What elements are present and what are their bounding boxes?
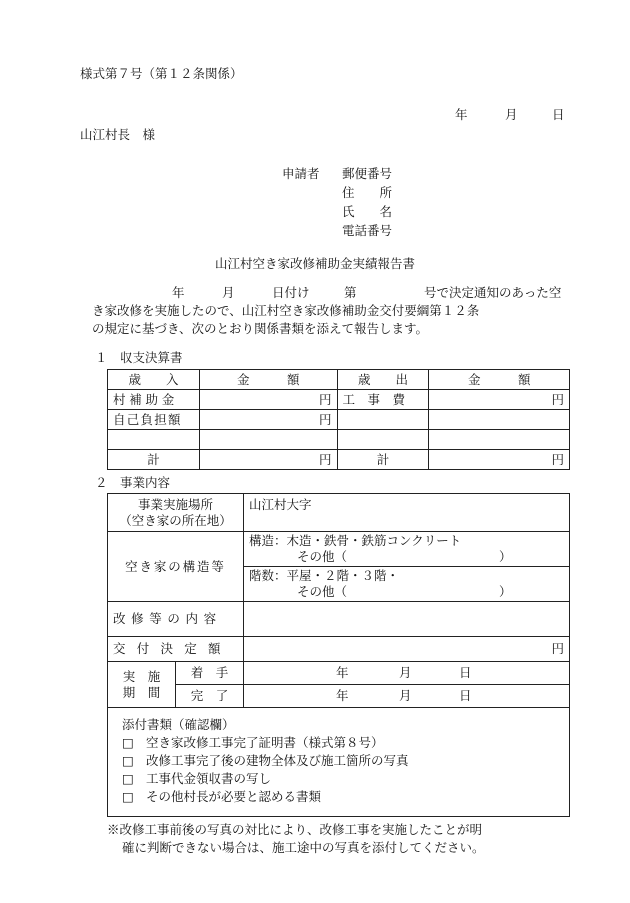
expense-amount: 円 <box>429 390 570 410</box>
location-label: 事業実施場所 <box>137 496 213 512</box>
body-year: 年 <box>172 285 185 300</box>
floors-other-line <box>249 584 564 600</box>
expense-total-label: 計 <box>337 450 429 470</box>
revenue-amount: 円 <box>199 390 337 410</box>
period-label-2: 期 間 <box>122 684 161 700</box>
body-no-prefix: 第 <box>344 285 357 300</box>
applicant-label: 申請者 <box>282 166 320 181</box>
structure-label: 空き家の構造等 <box>108 532 244 602</box>
table-header-row <box>108 370 570 390</box>
table-row <box>108 410 570 430</box>
start-day: 日 <box>458 665 472 680</box>
header-revenue: 歳 入 <box>108 370 200 390</box>
floors-other-close: ） <box>498 584 512 599</box>
end-day: 日 <box>458 688 472 703</box>
renovation-row <box>108 602 570 637</box>
attachment-label: 工事代金領収書の写し <box>146 771 272 786</box>
attachments-title: 添付書類（確認欄） <box>122 717 235 732</box>
structure-options: 構造：木造・鉄骨・鉄筋コンクリート <box>248 533 462 548</box>
expense-item <box>337 430 429 450</box>
end-month: 月 <box>398 688 412 703</box>
attachment-label: 空き家改修工事完了証明書（様式第８号） <box>146 735 384 750</box>
document-title: 山江村空き家改修補助金実績報告書 <box>214 256 415 271</box>
end-date <box>243 685 569 708</box>
settlement-table <box>107 369 570 470</box>
body-day: 日付け <box>272 285 310 300</box>
attachment-label: 改修工事完了後の建物全体及び施工箇所の写真 <box>146 753 409 768</box>
applicant-name-label: 氏 名 <box>342 204 393 219</box>
location-label-cell <box>108 494 244 532</box>
table-row <box>108 390 570 410</box>
period-end-row <box>108 685 570 708</box>
body-rest: 号で決定通知のあった空 <box>424 285 562 300</box>
checkbox-icon[interactable]: □ <box>122 789 134 804</box>
floors-cell <box>243 567 569 602</box>
start-label: 着 手 <box>175 662 243 685</box>
body-line-3: の規定に基づき、次のとおり関係書類を添えて報告します。 <box>92 321 429 336</box>
expense-total-amount: 円 <box>429 450 570 470</box>
grant-label: 交付決定額 <box>108 637 244 662</box>
attachment-label: その他村長が必要と認める書類 <box>146 789 322 804</box>
start-year: 年 <box>335 665 349 680</box>
attachments-row <box>108 708 570 817</box>
structure-cell <box>243 532 569 567</box>
date-month: 月 <box>505 107 518 122</box>
body-month: 月 <box>222 285 235 300</box>
expense-item <box>337 410 429 430</box>
section2-title: ２ 事業内容 <box>95 475 171 490</box>
period-label-1: 実 施 <box>122 668 161 684</box>
location-sublabel: （空き家の所在地） <box>119 512 232 528</box>
project-table <box>107 493 570 817</box>
attachment-item <box>122 770 569 788</box>
form-number: 様式第７号（第１２条関係） <box>80 66 243 81</box>
revenue-amount <box>199 430 337 450</box>
floors-options: 階数：平屋・２階・３階・ <box>248 568 399 583</box>
period-label-cell <box>108 662 176 708</box>
checkbox-icon[interactable]: □ <box>122 735 134 750</box>
body-line-2: き家改修を実施したので、山江村空き家改修補助金交付要綱第１２条 <box>92 303 480 318</box>
floors-other-label: その他（ <box>296 584 347 599</box>
revenue-total-amount: 円 <box>199 450 337 470</box>
header-expense: 歳 出 <box>337 370 429 390</box>
checkbox-icon[interactable]: □ <box>122 771 134 786</box>
structure-other-line <box>249 549 564 565</box>
expense-item: 工 事 費 <box>337 390 429 410</box>
applicant-address-label: 住 所 <box>342 185 393 200</box>
note-line-1: ※改修工事前後の写真の対比により、改修工事を実施したことが明 <box>107 822 483 837</box>
attachment-item <box>122 752 569 770</box>
body-line-1 <box>92 285 582 301</box>
header-amount-out: 金 額 <box>429 370 570 390</box>
revenue-item <box>108 430 200 450</box>
renovation-label: 改修等の内容 <box>108 602 244 637</box>
header-amount-in: 金 額 <box>199 370 337 390</box>
end-label: 完 了 <box>175 685 243 708</box>
attachment-item <box>122 788 569 806</box>
structure-other-label: その他（ <box>296 549 347 564</box>
structure-other-close: ） <box>498 549 512 564</box>
note-line-2: 確に判断できない場合は、施工途中の写真を添付してください。 <box>122 840 485 855</box>
revenue-total-label: 計 <box>108 450 200 470</box>
date-day: 日 <box>552 107 565 122</box>
addressee: 山江村長 様 <box>80 127 156 142</box>
period-start-row <box>108 662 570 685</box>
checkbox-icon[interactable]: □ <box>122 753 134 768</box>
expense-amount <box>429 410 570 430</box>
structure-row <box>108 532 570 567</box>
grant-unit: 円 <box>243 637 569 662</box>
start-date <box>243 662 569 685</box>
expense-amount <box>429 430 570 450</box>
applicant-postal-label: 郵便番号 <box>342 166 393 181</box>
revenue-item: 村補助金 <box>108 390 200 410</box>
revenue-item: 自己負担額 <box>108 410 200 430</box>
table-total-row <box>108 450 570 470</box>
table-row <box>108 430 570 450</box>
section1-title: １ 収支決算書 <box>95 350 183 365</box>
location-value: 山江村大字 <box>243 494 569 532</box>
start-month: 月 <box>398 665 412 680</box>
renovation-value <box>243 602 569 637</box>
applicant-phone-label: 電話番号 <box>342 223 393 238</box>
attachment-item <box>122 734 569 752</box>
revenue-amount: 円 <box>199 410 337 430</box>
location-row <box>108 494 570 532</box>
attachments-cell <box>108 708 570 817</box>
end-year: 年 <box>335 688 349 703</box>
date-year: 年 <box>455 107 468 122</box>
grant-row <box>108 637 570 662</box>
